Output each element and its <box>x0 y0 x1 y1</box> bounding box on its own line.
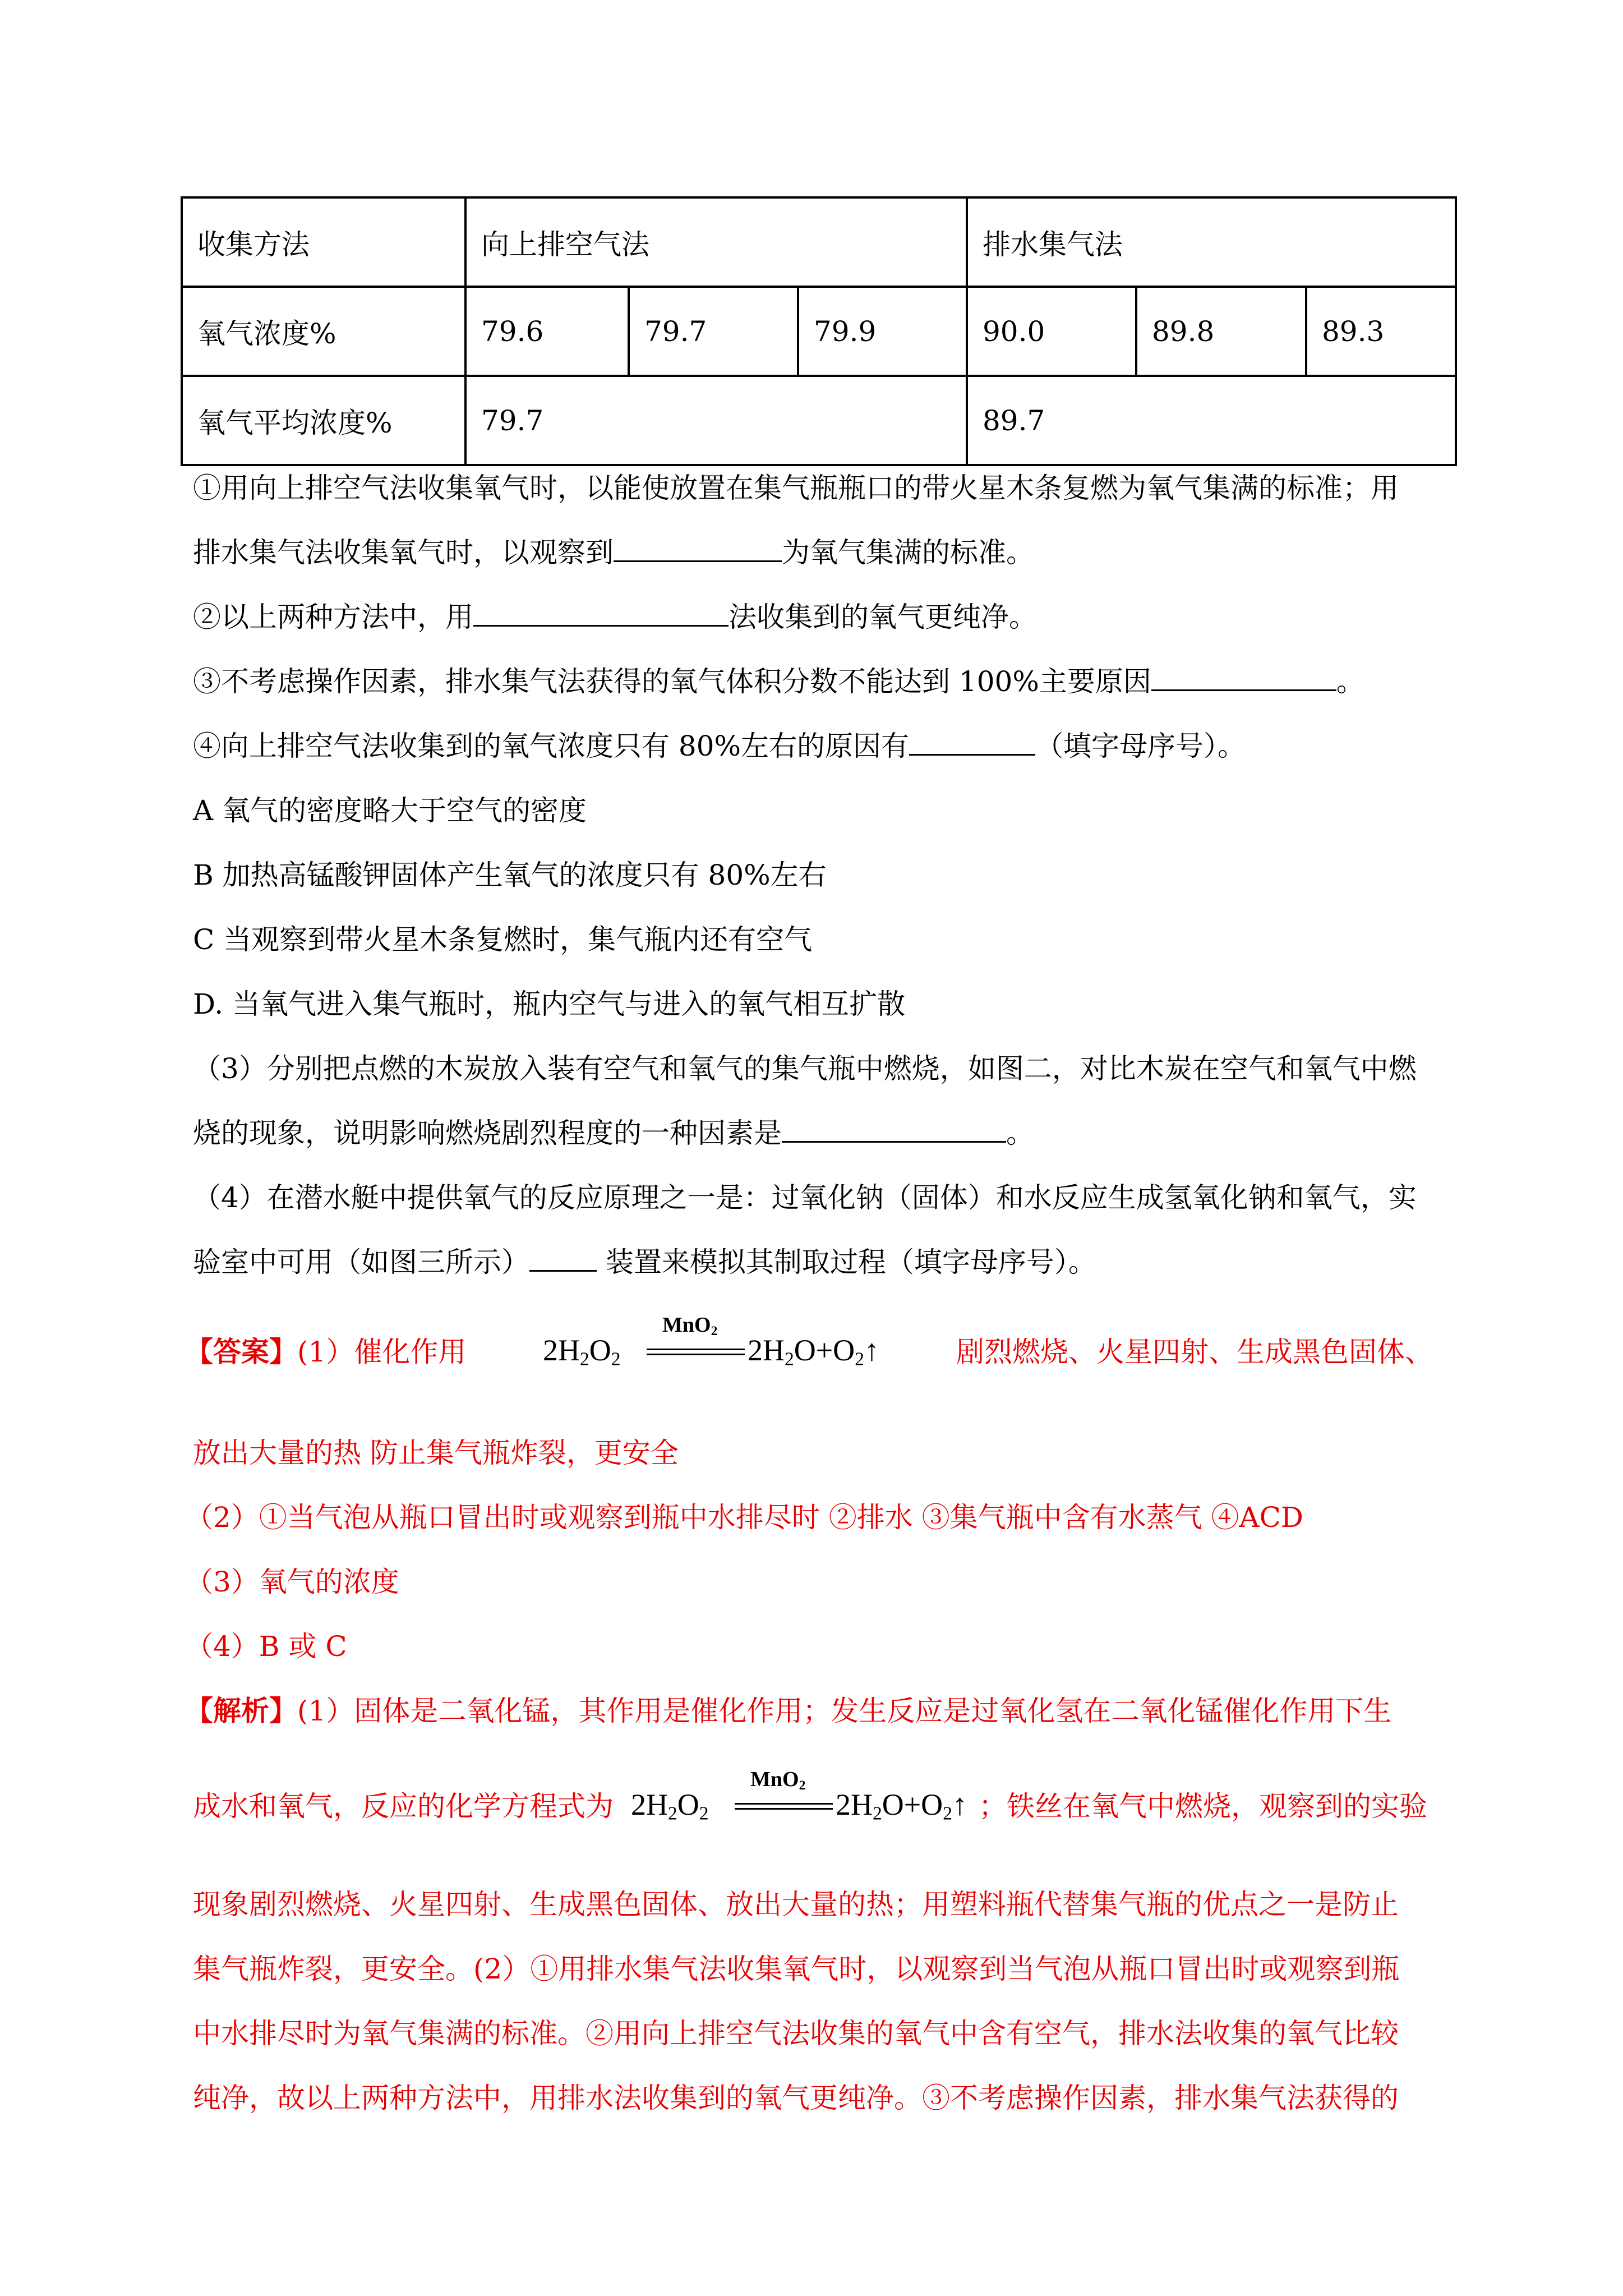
table-cell: 90.0 <box>967 287 1136 376</box>
table-row <box>182 197 1456 287</box>
option-b: B 加热高锰酸钾固体产生氧气的浓度只有 80%左右 <box>193 859 827 891</box>
text: 2 <box>799 1778 806 1793</box>
equation-lhs <box>631 1787 708 1824</box>
question-4 <box>193 729 1246 763</box>
text: 2 <box>668 1803 677 1824</box>
answer-blank <box>1151 666 1336 691</box>
text: 。 <box>1006 1117 1034 1149</box>
option-d: D. 当氧气进入集气瓶时，瓶内空气与进入的氧气相互扩散 <box>193 988 906 1020</box>
analysis-line-4: 集气瓶炸裂，更安全。(2）①用排水集气法收集氧气时，以观察到当气泡从瓶口冒出时或观察到瓶 <box>193 1953 1400 1985</box>
analysis-line-1 <box>185 1694 1391 1728</box>
text: O <box>677 1788 699 1821</box>
catalyst-label <box>750 1767 805 1793</box>
table-row <box>182 287 1456 376</box>
text: ④向上排空气法收集到的氧气浓度只有 80%左右的原因有 <box>193 730 910 762</box>
text: 2 <box>873 1803 882 1824</box>
table-cell: 79.9 <box>798 287 967 376</box>
equals-sign <box>735 1803 833 1810</box>
answer-blank <box>529 1246 597 1272</box>
answer-blank <box>909 730 1035 756</box>
text: 2 <box>943 1803 952 1824</box>
equation-rhs <box>836 1787 967 1824</box>
equation-lhs <box>543 1333 620 1370</box>
table-cell: 收集方法 <box>182 197 465 287</box>
text: O+O <box>882 1788 943 1821</box>
analysis-line-2a: 成水和氧气，反应的化学方程式为 <box>193 1790 614 1823</box>
equation-catalyst <box>735 1767 833 1823</box>
part-4-line-2 <box>193 1245 1096 1279</box>
part-3-line-1: （3）分别把点燃的木炭放入装有空气和氧气的集气瓶中燃烧，如图二，对比木炭在空气和氧气中燃 <box>193 1052 1417 1085</box>
text: 2H <box>631 1788 668 1821</box>
option-c: C 当观察到带火星木条复燃时，集气瓶内还有空气 <box>193 923 813 956</box>
chemical-equation-inline <box>631 1767 979 1829</box>
text: ③不考虑操作因素，排水集气法获得的氧气体积分数不能达到 100%主要原因 <box>193 665 1151 698</box>
equation-rhs <box>748 1333 879 1370</box>
option-a: A 氧气的密度略大于空气的密度 <box>193 794 587 827</box>
analysis-line-6: 纯净，故以上两种方法中，用排水法收集到的氧气更纯净。③不考虑操作因素，排水集气法获得的 <box>193 2082 1399 2114</box>
answer-line-2: 放出大量的热 防止集气瓶炸裂，更安全 <box>193 1437 679 1469</box>
answer-blank <box>614 537 782 562</box>
question-1-line-2 <box>193 536 1034 569</box>
equation-catalyst <box>647 1313 745 1369</box>
analysis-line-2b: ；铁丝在氧气中燃烧，观察到的实验 <box>979 1790 1427 1823</box>
answer-blank <box>782 1117 1006 1143</box>
answer-line-4: （3）氧气的浓度 <box>185 1566 399 1598</box>
catalyst-label <box>662 1313 717 1339</box>
text: ②以上两种方法中，用 <box>193 601 473 633</box>
text: 2 <box>855 1349 864 1370</box>
table-cell: 89.7 <box>967 376 1456 465</box>
part-4-line-1: （4）在潜水艇中提供氧气的反应原理之一是：过氧化钠（固体）和水反应生成氢氧化钠和氧气，实 <box>193 1181 1417 1214</box>
text: 2H <box>836 1788 873 1821</box>
text: 排水集气法收集氧气时，以观察到 <box>193 536 614 569</box>
equals-sign <box>647 1349 745 1355</box>
table-cell: 氧气浓度% <box>182 287 465 376</box>
text: O+O <box>794 1333 855 1367</box>
text: 2 <box>611 1349 621 1370</box>
analysis-line-5: 中水排尽时为氧气集满的标准。②用向上排空气法收集的氧气中含有空气，排水法收集的氧气比较 <box>193 2017 1399 2050</box>
up-arrow-icon: ↑ <box>864 1333 879 1367</box>
answer-line-5: （4）B 或 C <box>185 1630 347 1663</box>
question-3 <box>193 665 1364 698</box>
table-cell: 79.7 <box>465 376 967 465</box>
table-cell: 氧气平均浓度% <box>182 376 465 465</box>
answer-line-3: （2）①当气泡从瓶口冒出时或观察到瓶中水排尽时 ②排水 ③集气瓶中含有水蒸气 ④ACD <box>185 1501 1303 1534</box>
text: 为氧气集满的标准。 <box>782 536 1034 569</box>
answer-tag: 【答案】 <box>185 1335 297 1368</box>
question-2 <box>193 600 1037 634</box>
table-cell: 89.3 <box>1306 287 1456 376</box>
text: 2H <box>543 1333 580 1367</box>
text: 2 <box>580 1349 589 1370</box>
answer-line-1b: 剧烈燃烧、火星四射、生成黑色固体、 <box>956 1336 1433 1368</box>
table-row <box>182 376 1456 465</box>
chemical-equation <box>543 1313 891 1374</box>
text: 。 <box>1336 665 1364 698</box>
text: （填字母序号）。 <box>1035 730 1246 762</box>
text: MnO <box>662 1313 711 1337</box>
table-cell: 79.7 <box>629 287 798 376</box>
analysis-tag: 【解析】 <box>185 1694 297 1727</box>
part-3-line-2 <box>193 1116 1034 1150</box>
text: (1）固体是二氧化锰，其作用是催化作用；发生反应是过氧化氢在二氧化锰催化作用下生 <box>297 1695 1392 1727</box>
text: 装置来模拟其制取过程（填字母序号）。 <box>597 1246 1096 1278</box>
up-arrow-icon: ↑ <box>952 1788 967 1821</box>
text: MnO <box>750 1768 799 1791</box>
question-1-line-1: ①用向上排空气法收集氧气时，以能使放置在集气瓶瓶口的带火星木条复燃为氧气集满的标准；用 <box>193 472 1399 504</box>
text: 法收集到的氧气更纯净。 <box>728 601 1037 633</box>
answer-blank <box>473 601 728 627</box>
table-cell: 排水集气法 <box>967 197 1456 287</box>
text: (1）催化作用 <box>297 1336 467 1368</box>
text: 验室中可用（如图三所示） <box>193 1246 529 1278</box>
text: 2H <box>748 1333 785 1367</box>
table-cell: 89.8 <box>1136 287 1306 376</box>
text: 2 <box>699 1803 709 1824</box>
answer-line-1 <box>185 1335 466 1369</box>
table-cell: 向上排空气法 <box>465 197 967 287</box>
analysis-line-3: 现象剧烈燃烧、火星四射、生成黑色固体、放出大量的热；用塑料瓶代替集气瓶的优点之一是防止 <box>193 1888 1399 1921</box>
table-cell: 79.6 <box>465 287 629 376</box>
text: O <box>589 1333 611 1367</box>
oxygen-concentration-table <box>181 196 1457 466</box>
text: 2 <box>711 1323 718 1338</box>
text: 2 <box>785 1349 794 1370</box>
text: 烧的现象，说明影响燃烧剧烈程度的一种因素是 <box>193 1117 782 1149</box>
